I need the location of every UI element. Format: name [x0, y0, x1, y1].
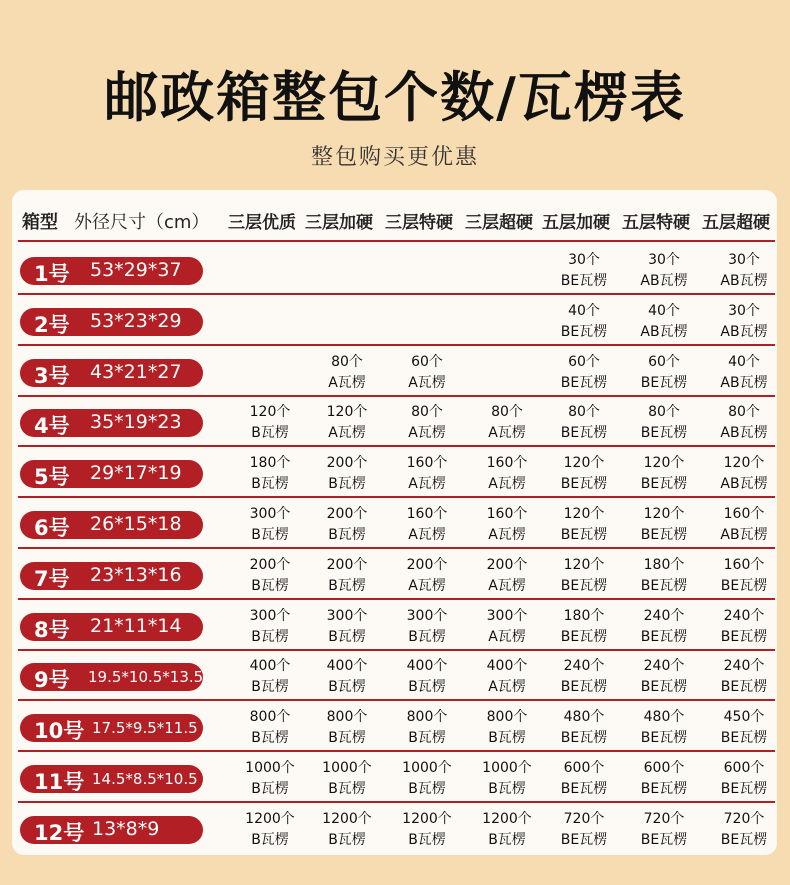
box-dimensions: 17.5*9.5*11.5	[92, 719, 198, 738]
flute-type: A瓦楞	[488, 476, 526, 493]
box-size-pill	[20, 511, 203, 539]
quantity-cell	[387, 352, 467, 394]
quantity-cell	[704, 352, 784, 394]
box-dimensions: 13*8*9	[92, 817, 160, 840]
flute-type: BE瓦楞	[640, 374, 688, 391]
flute-type: AB瓦楞	[720, 323, 768, 340]
header-divider	[18, 240, 775, 242]
pack-count: 1200个	[245, 810, 295, 827]
quantity-cell	[704, 453, 784, 495]
table-row	[12, 702, 777, 752]
quantity-cell	[307, 758, 387, 800]
table-row	[12, 804, 777, 854]
pack-count: 200个	[486, 556, 528, 573]
pack-count: 40个	[568, 302, 600, 319]
flute-type: AB瓦楞	[720, 527, 768, 543]
table-row	[12, 397, 777, 447]
quantity-cell	[230, 758, 310, 800]
box-dimensions: 23*13*16	[90, 563, 182, 586]
table-row	[12, 651, 777, 701]
quantity-cell	[704, 402, 784, 444]
quantity-cell	[230, 555, 310, 597]
quantity-cell	[624, 758, 704, 800]
table-row	[12, 296, 777, 346]
pack-count: 300个	[249, 506, 291, 522]
header-col-7: 五层超硬	[702, 213, 770, 233]
flute-type: BE瓦楞	[560, 628, 608, 645]
quantity-cell	[624, 504, 704, 546]
flute-type: BE瓦楞	[560, 831, 608, 848]
flute-type: B瓦楞	[251, 679, 289, 696]
pack-count: 800个	[326, 709, 368, 726]
box-number: 1号	[34, 262, 70, 286]
pack-count: 240个	[723, 658, 765, 675]
quantity-cell	[467, 453, 547, 495]
flute-type: BE瓦楞	[720, 679, 768, 696]
box-number: 3号	[34, 363, 70, 388]
flute-type: AB瓦楞	[640, 273, 688, 289]
flute-type: BE瓦楞	[560, 730, 608, 747]
quantity-cell	[544, 504, 624, 546]
box-number: 10号	[34, 719, 85, 744]
quantity-cell	[544, 758, 624, 800]
pack-count: 400个	[326, 658, 368, 675]
row-divider	[18, 598, 775, 600]
table-row	[12, 245, 777, 295]
pack-count: 120个	[643, 506, 685, 522]
flute-type: B瓦楞	[488, 831, 526, 848]
pack-count: 300个	[249, 607, 291, 624]
pack-count: 720个	[643, 810, 685, 827]
quantity-cell	[230, 402, 310, 444]
header-col-6: 五层特硬	[622, 213, 690, 233]
pack-count: 600个	[643, 760, 685, 776]
row-divider	[18, 649, 775, 651]
flute-type: B瓦楞	[328, 628, 366, 645]
quantity-cell	[387, 504, 467, 546]
row-divider	[18, 293, 775, 295]
box-dimensions: 21*11*14	[90, 614, 182, 637]
quantity-cell	[307, 504, 387, 546]
flute-type: BE瓦楞	[720, 577, 768, 594]
header-col-3: 三层特硬	[385, 213, 453, 233]
quantity-cell	[624, 606, 704, 648]
row-divider	[18, 344, 775, 346]
quantity-cell	[230, 707, 310, 749]
quantity-cell	[467, 707, 547, 749]
flute-type: AB瓦楞	[720, 425, 768, 442]
quantity-cell	[704, 250, 784, 292]
pack-count: 120个	[326, 404, 368, 421]
box-size-pill	[20, 562, 203, 590]
flute-type: BE瓦楞	[560, 273, 608, 289]
pack-count: 1200个	[402, 810, 452, 827]
flute-type: B瓦楞	[408, 628, 446, 645]
header-col-1: 三层优质	[228, 213, 296, 233]
box-size-pill	[20, 714, 203, 742]
pack-count: 180个	[249, 455, 291, 472]
flute-type: A瓦楞	[408, 527, 446, 543]
quantity-cell	[624, 301, 704, 343]
header-col-5: 五层加硬	[542, 213, 610, 233]
quantity-cell	[544, 250, 624, 292]
flute-type: B瓦楞	[328, 831, 366, 848]
pack-count: 160个	[723, 506, 765, 522]
flute-type: A瓦楞	[488, 577, 526, 594]
table-row	[12, 347, 777, 397]
box-size-pill	[20, 816, 203, 844]
quantity-cell	[467, 606, 547, 648]
box-number: 6号	[34, 516, 70, 540]
quantity-cell	[624, 250, 704, 292]
quantity-cell	[624, 453, 704, 495]
quantity-cell	[230, 606, 310, 648]
pack-count: 180个	[563, 607, 605, 624]
row-divider	[18, 547, 775, 549]
flute-type: A瓦楞	[408, 425, 446, 442]
quantity-cell	[307, 707, 387, 749]
pack-count: 240个	[563, 658, 605, 675]
flute-type: BE瓦楞	[560, 425, 608, 442]
quantity-cell	[704, 656, 784, 698]
flute-type: A瓦楞	[408, 476, 446, 493]
pack-count: 240个	[643, 658, 685, 675]
pack-count: 300个	[486, 607, 528, 624]
header-box-type: 箱型	[22, 212, 58, 233]
pack-count: 30个	[568, 252, 600, 268]
table-row	[12, 499, 777, 549]
quantity-cell	[544, 555, 624, 597]
box-number: 8号	[34, 617, 70, 642]
pack-count: 80个	[411, 404, 443, 421]
box-number: 11号	[34, 770, 85, 794]
box-size-pill	[20, 613, 203, 641]
pack-count: 120个	[643, 455, 685, 472]
quantity-cell	[624, 352, 704, 394]
pack-count: 400个	[406, 658, 448, 675]
flute-type: B瓦楞	[328, 781, 366, 797]
row-divider	[18, 699, 775, 701]
quantity-cell	[467, 555, 547, 597]
pack-count: 40个	[728, 353, 760, 370]
table-row	[12, 753, 777, 803]
pack-count: 80个	[648, 404, 680, 421]
pack-count: 450个	[723, 709, 765, 726]
quantity-cell	[307, 453, 387, 495]
pack-count: 300个	[326, 607, 368, 624]
quantity-cell	[307, 606, 387, 648]
flute-type: BE瓦楞	[560, 476, 608, 493]
pack-count: 400个	[249, 658, 291, 675]
pack-count: 200个	[326, 556, 368, 573]
flute-type: A瓦楞	[488, 628, 526, 645]
row-divider	[18, 445, 775, 447]
pack-count: 200个	[249, 556, 291, 573]
quantity-cell	[467, 656, 547, 698]
flute-type: BE瓦楞	[720, 781, 768, 797]
box-size-pill	[20, 663, 203, 691]
flute-type: A瓦楞	[488, 527, 526, 543]
pack-count: 200个	[406, 556, 448, 573]
row-divider	[18, 395, 775, 397]
quantity-cell	[624, 402, 704, 444]
pack-count: 60个	[568, 353, 600, 370]
box-size-pill	[20, 308, 203, 336]
table-row	[12, 448, 777, 498]
flute-type: B瓦楞	[251, 527, 289, 543]
flute-type: B瓦楞	[251, 628, 289, 645]
quantity-cell	[387, 809, 467, 851]
quantity-cell	[704, 301, 784, 343]
flute-type: AB瓦楞	[640, 323, 688, 340]
page-title: 邮政箱整包个数/瓦楞表	[104, 66, 686, 129]
flute-type: B瓦楞	[328, 476, 366, 493]
pack-count: 160个	[486, 455, 528, 472]
quantity-cell	[544, 707, 624, 749]
pack-count: 60个	[411, 353, 443, 370]
table-row	[12, 601, 777, 651]
flute-type: B瓦楞	[408, 831, 446, 848]
quantity-cell	[230, 453, 310, 495]
box-number: 7号	[34, 566, 70, 591]
quantity-cell	[704, 504, 784, 546]
pack-count: 300个	[406, 607, 448, 624]
quantity-cell	[467, 402, 547, 444]
quantity-cell	[544, 453, 624, 495]
pack-count: 1000个	[245, 760, 295, 776]
flute-type: BE瓦楞	[560, 679, 608, 696]
pack-count: 60个	[648, 353, 680, 370]
pack-count: 1000个	[402, 760, 452, 776]
flute-type: A瓦楞	[328, 374, 366, 391]
box-dimensions: 26*15*18	[90, 513, 182, 535]
quantity-cell	[307, 809, 387, 851]
header-col-4: 三层超硬	[465, 213, 533, 233]
pack-count: 120个	[563, 455, 605, 472]
pack-count: 120个	[723, 455, 765, 472]
box-dimensions: 14.5*8.5*10.5	[92, 770, 198, 788]
row-divider	[18, 750, 775, 752]
box-size-pill	[20, 765, 203, 793]
pack-count: 600个	[563, 760, 605, 776]
quantity-cell	[387, 402, 467, 444]
box-dimensions: 29*17*19	[90, 462, 182, 485]
quantity-cell	[544, 301, 624, 343]
pack-count: 600个	[723, 760, 765, 776]
pack-count: 480个	[563, 709, 605, 726]
flute-type: BE瓦楞	[640, 730, 688, 747]
quantity-cell	[387, 656, 467, 698]
flute-type: BE瓦楞	[720, 628, 768, 645]
flute-type: BE瓦楞	[560, 323, 608, 340]
quantity-cell	[704, 707, 784, 749]
quantity-cell	[467, 758, 547, 800]
pack-count: 80个	[568, 404, 600, 421]
box-number: 12号	[34, 820, 85, 845]
table-panel	[12, 190, 777, 855]
row-divider	[18, 801, 775, 803]
flute-type: B瓦楞	[251, 831, 289, 848]
quantity-cell	[467, 504, 547, 546]
flute-type: B瓦楞	[488, 781, 526, 797]
quantity-cell	[704, 606, 784, 648]
box-dimensions: 19.5*10.5*13.5	[88, 668, 204, 687]
quantity-cell	[307, 352, 387, 394]
box-size-pill	[20, 460, 203, 488]
box-size-pill	[20, 359, 203, 387]
pack-count: 120个	[563, 556, 605, 573]
pack-count: 120个	[563, 506, 605, 522]
pack-count: 800个	[486, 709, 528, 726]
pack-count: 720个	[723, 810, 765, 827]
pack-count: 40个	[648, 302, 680, 319]
flute-type: B瓦楞	[328, 730, 366, 747]
flute-type: B瓦楞	[408, 781, 446, 797]
flute-type: B瓦楞	[251, 425, 289, 442]
box-dimensions: 53*29*37	[90, 259, 182, 281]
quantity-cell	[704, 555, 784, 597]
flute-type: BE瓦楞	[640, 781, 688, 797]
flute-type: AB瓦楞	[720, 273, 768, 289]
pack-count: 1000个	[322, 760, 372, 776]
flute-type: B瓦楞	[408, 679, 446, 696]
quantity-cell	[624, 555, 704, 597]
pack-count: 1200个	[482, 810, 532, 827]
box-number: 9号	[34, 668, 70, 693]
flute-type: BE瓦楞	[720, 831, 768, 848]
flute-type: BE瓦楞	[640, 628, 688, 645]
pack-count: 80个	[728, 404, 760, 421]
header-outer-size: 外径尺寸（cm）	[74, 212, 210, 233]
box-dimensions: 35*19*23	[90, 411, 182, 434]
flute-type: B瓦楞	[251, 577, 289, 594]
quantity-cell	[387, 555, 467, 597]
box-size-pill	[20, 409, 203, 437]
pack-count: 160个	[406, 455, 448, 472]
pack-count: 30个	[728, 252, 760, 268]
row-divider	[18, 496, 775, 498]
quantity-cell	[544, 656, 624, 698]
flute-type: BE瓦楞	[640, 577, 688, 594]
pack-count: 80个	[491, 404, 523, 421]
quantity-cell	[704, 809, 784, 851]
flute-type: B瓦楞	[408, 730, 446, 747]
box-number: 4号	[34, 414, 70, 439]
pack-count: 800个	[406, 709, 448, 726]
flute-type: B瓦楞	[328, 577, 366, 594]
quantity-cell	[230, 656, 310, 698]
pack-count: 200个	[326, 506, 368, 522]
quantity-cell	[307, 656, 387, 698]
quantity-cell	[544, 809, 624, 851]
flute-type: A瓦楞	[408, 374, 446, 391]
flute-type: BE瓦楞	[640, 425, 688, 442]
quantity-cell	[544, 606, 624, 648]
pack-count: 240个	[723, 607, 765, 624]
quantity-cell	[387, 606, 467, 648]
quantity-cell	[467, 809, 547, 851]
box-dimensions: 53*23*29	[90, 309, 182, 332]
pack-count: 1200个	[322, 810, 372, 827]
flute-type: AB瓦楞	[720, 476, 768, 493]
flute-type: B瓦楞	[251, 476, 289, 493]
flute-type: AB瓦楞	[720, 374, 768, 391]
quantity-cell	[230, 504, 310, 546]
quantity-cell	[387, 707, 467, 749]
quantity-cell	[704, 758, 784, 800]
quantity-cell	[387, 453, 467, 495]
pack-count: 240个	[643, 607, 685, 624]
flute-type: BE瓦楞	[560, 374, 608, 391]
pack-count: 80个	[331, 353, 363, 370]
flute-type: B瓦楞	[488, 730, 526, 747]
quantity-cell	[230, 809, 310, 851]
flute-type: B瓦楞	[328, 679, 366, 696]
box-number: 5号	[34, 465, 70, 490]
flute-type: BE瓦楞	[720, 730, 768, 747]
box-number: 2号	[34, 312, 70, 337]
pack-count: 200个	[326, 455, 368, 472]
page-subtitle: 整包购买更优惠	[310, 145, 479, 170]
flute-type: A瓦楞	[488, 425, 526, 442]
table-row	[12, 550, 777, 600]
header-col-2: 三层加硬	[305, 213, 373, 233]
pack-count: 720个	[563, 810, 605, 827]
quantity-cell	[307, 402, 387, 444]
flute-type: BE瓦楞	[560, 527, 608, 543]
box-size-pill	[20, 257, 203, 285]
quantity-cell	[624, 707, 704, 749]
flute-type: BE瓦楞	[640, 476, 688, 493]
pack-count: 480个	[643, 709, 685, 726]
flute-type: A瓦楞	[488, 679, 526, 696]
pack-count: 160个	[486, 506, 528, 522]
flute-type: BE瓦楞	[640, 831, 688, 848]
flute-type: BE瓦楞	[640, 527, 688, 543]
quantity-cell	[624, 656, 704, 698]
pack-count: 180个	[643, 556, 685, 573]
flute-type: A瓦楞	[408, 577, 446, 594]
quantity-cell	[307, 555, 387, 597]
quantity-cell	[544, 402, 624, 444]
pack-count: 1000个	[482, 760, 532, 776]
flute-type: BE瓦楞	[560, 781, 608, 797]
pack-count: 400个	[486, 658, 528, 675]
flute-type: BE瓦楞	[560, 577, 608, 594]
pack-count: 30个	[648, 252, 680, 268]
quantity-cell	[624, 809, 704, 851]
pack-count: 30个	[728, 302, 760, 319]
box-dimensions: 43*21*27	[90, 360, 182, 383]
flute-type: B瓦楞	[251, 730, 289, 747]
flute-type: A瓦楞	[328, 425, 366, 442]
flute-type: B瓦楞	[328, 527, 366, 543]
flute-type: BE瓦楞	[640, 679, 688, 696]
pack-count: 800个	[249, 709, 291, 726]
flute-type: B瓦楞	[251, 781, 289, 797]
pack-count: 160个	[723, 556, 765, 573]
pack-count: 160个	[406, 506, 448, 522]
pack-count: 120个	[249, 404, 291, 421]
quantity-cell	[544, 352, 624, 394]
quantity-cell	[387, 758, 467, 800]
